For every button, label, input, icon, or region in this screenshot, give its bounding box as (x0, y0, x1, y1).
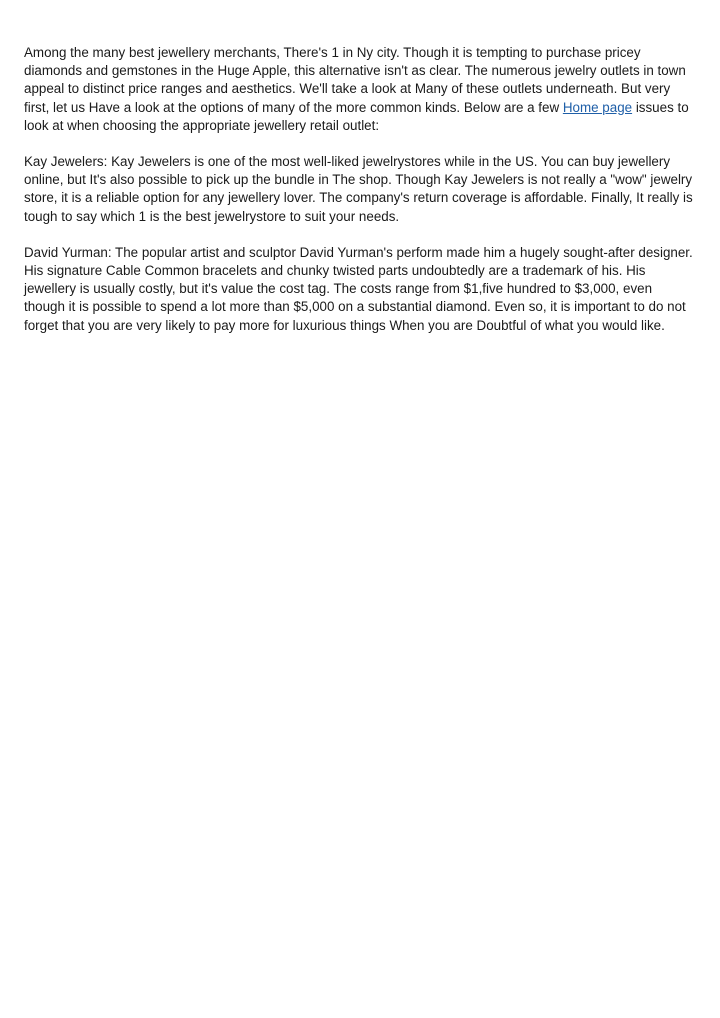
kay-jewelers-paragraph: Kay Jewelers: Kay Jewelers is one of the most well-liked jewelrystores while in the US. You can buy jewellery online, but It's also possible to pick up the bundle in The shop. Though Kay Jewelers is not really a "wow" jewelry store, it is a reliable option for any jewellery lover. The company's return coverage is affordable. Finally, It really is tough to say which 1 is the best jewelrystore to suit your needs. (24, 154, 693, 224)
intro-text-before-link: Among the many best jewellery merchants, There's 1 in Ny city. Though it is tempting to purchase pricey diamonds and gemstones in the Huge Apple, this alternative isn't as clear. The numerous jewelry outlets in town appeal to distinct price ranges and aesthetics. We'll take a look at Many of these outlets underneath. But very first, let us Have a look at the options of many of the more common kinds. Below are a few (24, 45, 686, 115)
document-body (24, 44, 696, 353)
intro-paragraph (24, 44, 696, 135)
home-page-link[interactable]: Home page (562, 99, 633, 115)
intro-text-after-link: issues to look at when choosing the appropriate jewellery retail outlet: (24, 99, 689, 133)
david-yurman-paragraph: David Yurman: The popular artist and sculptor David Yurman's perform made him a hugely sought-after designer. His signature Cable Common bracelets and chunky twisted parts undoubtedly are a trademark of his. His jewellery is usually costly, but it's value the cost tag. The costs range from $1,five hundred to $3,000, even though it is possible to spend a lot more than $5,000 on a substantial diamond. Even so, it is important to do not forget that you are very likely to pay more for luxurious things When you are Doubtful of what you would like. (24, 244, 693, 333)
